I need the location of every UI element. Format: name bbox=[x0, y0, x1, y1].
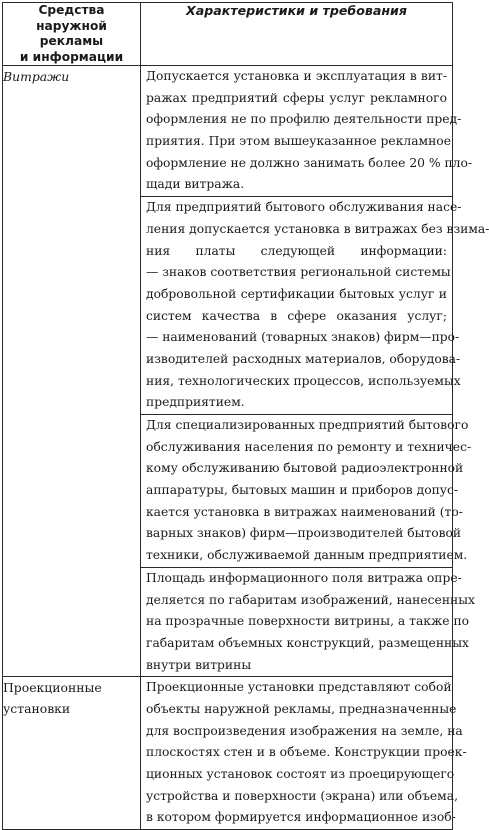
text-line: Проекционные установки представляют собой bbox=[146, 680, 452, 695]
row-requirements-vitrazhi bbox=[141, 66, 489, 677]
text-line: Площадь информационного поля витража опре- bbox=[146, 570, 462, 585]
text-line: — наименований (товарных знаков) фирм—про- bbox=[146, 330, 460, 345]
text-line: ния, технологических процессов, используемых bbox=[146, 373, 461, 388]
text-line: ления допускается установка в витражах без взима- bbox=[146, 221, 489, 236]
requirements-table bbox=[2, 2, 489, 830]
text-line: деляется по габаритам изображений, нанесенных bbox=[146, 592, 475, 607]
text-line: приятия. При этом вышеуказанное рекламное bbox=[146, 134, 451, 149]
text-line: систем качества в сфере оказания услуг; bbox=[146, 308, 447, 323]
text-line: ния платы следующей информации: bbox=[146, 243, 447, 258]
text-line: изводителей расходных материалов, оборудова- bbox=[146, 351, 461, 366]
text-line: обслуживания населения по ремонту и техничес- bbox=[146, 439, 472, 454]
text-line: объекты наружной рекламы, предназначенные bbox=[146, 701, 457, 716]
requirement-paragraph bbox=[141, 414, 472, 567]
text-line: добровольной сертификации бытовых услуг и bbox=[146, 286, 447, 301]
text-line: щади витража. bbox=[146, 177, 245, 192]
row-requirements-projection bbox=[141, 677, 467, 830]
table-header-row bbox=[3, 3, 453, 66]
text-line: варных знаков) фирм—производителей бытовой bbox=[146, 526, 462, 541]
text-line: Для предприятий бытового обслуживания насе- bbox=[146, 200, 462, 215]
row-name-projection bbox=[3, 677, 141, 830]
text-line: оформления не по профилю деятельности пред- bbox=[146, 112, 462, 127]
text-line: габаритам объемных конструкций, размещенных bbox=[146, 635, 469, 650]
requirement-paragraph bbox=[141, 66, 473, 196]
header-line: и информации bbox=[19, 49, 124, 64]
text-line: ционных установок состоят из проецирующего bbox=[146, 767, 455, 781]
text-line: — знаков соответствия региональной системы bbox=[146, 265, 451, 280]
text-line: аппаратуры, бытовых машин и приборов допус- bbox=[146, 483, 459, 498]
text-line: внутри витрины bbox=[146, 657, 252, 672]
requirement-paragraph bbox=[141, 677, 467, 829]
table-row-projection bbox=[3, 677, 453, 830]
text-line: кому обслуживанию бытовой радиоэлектронной bbox=[146, 461, 464, 476]
row-name-line: Проекционные bbox=[3, 680, 102, 696]
document-page bbox=[2, 2, 489, 830]
text-line: Для специализированных предприятий бытового bbox=[146, 418, 469, 432]
column-header-means bbox=[3, 3, 141, 66]
text-line: в котором формируется информационное изоб- bbox=[146, 810, 456, 825]
text-line: устройства и поверхности (экрана) или объема, bbox=[146, 788, 458, 803]
text-line: Допускается установка и эксплуатация в вит- bbox=[146, 69, 447, 83]
header-line: Средства bbox=[38, 3, 105, 17]
text-line: ражах предприятий сферы услуг рекламного bbox=[146, 90, 447, 105]
row-name-line: установки bbox=[3, 701, 71, 717]
row-name-vitrazhi: Витражи bbox=[3, 66, 141, 677]
header-line: наружной рекламы bbox=[36, 18, 107, 48]
text-line: оформление не должно занимать более 20 % пло- bbox=[146, 155, 473, 170]
text-line: кается установка в витражах наименований (то- bbox=[146, 504, 463, 519]
column-header-requirements: Характеристики и требования bbox=[141, 3, 453, 66]
text-line: на прозрачные поверхности витрины, а также по bbox=[146, 614, 470, 629]
text-line: для воспроизведения изображения на земле, на bbox=[146, 723, 463, 738]
table-row-vitrazhi bbox=[3, 66, 453, 677]
text-line: плоскостях стен и в объеме. Конструкции проек- bbox=[146, 745, 467, 760]
text-line: техники, обслуживаемой данным предприятием. bbox=[146, 548, 468, 563]
text-line: предприятием. bbox=[146, 395, 245, 410]
requirement-paragraph bbox=[141, 196, 489, 414]
requirement-paragraph bbox=[141, 567, 475, 676]
